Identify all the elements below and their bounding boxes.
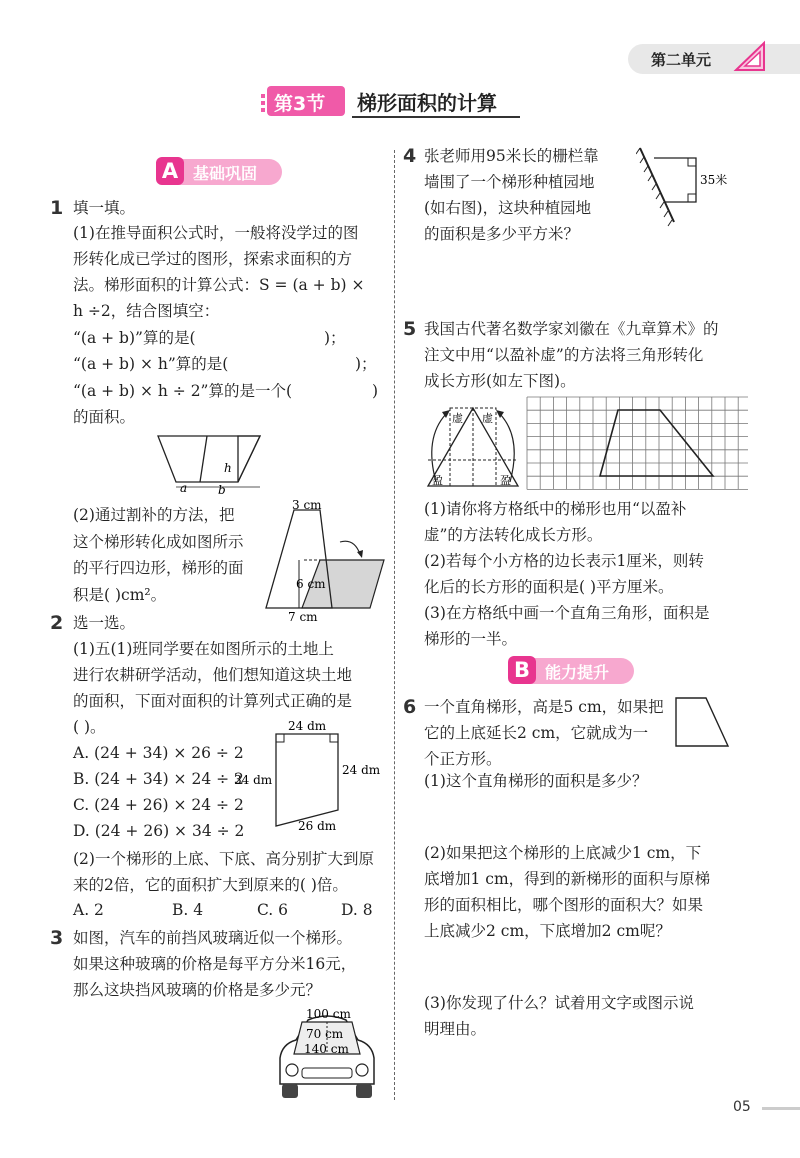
q5-fig-ying-left: 盈	[432, 474, 443, 487]
q4-number: 4	[403, 145, 417, 167]
q2-p1-line: ( )。	[73, 718, 106, 736]
q1-fig-h: h	[224, 461, 232, 475]
q2-number: 2	[50, 612, 64, 634]
section-badge-text: 第3节	[274, 93, 326, 115]
q1-trapezoid-figure	[150, 432, 270, 494]
q1-p1-line: h ÷2，结合图填空：	[73, 302, 220, 320]
q2-fig-bottom: 26 dm	[298, 819, 337, 833]
q6-number: 6	[403, 696, 417, 718]
q4-line: 张老师用95米长的栅栏靠	[424, 147, 599, 165]
column-divider	[394, 150, 395, 1100]
q2-p1-line: 进行农耕研学活动，他们想知道这块土地	[73, 666, 353, 684]
q4-line: 墙围了一个梯形种植园地	[424, 173, 595, 191]
q5-sub-line: (1)请你将方格纸中的梯形也用“以盈补	[424, 500, 687, 518]
q5-fig-xu-left: 虚	[452, 412, 463, 425]
q6-sub3-line: (3)你发现了什么？试着用文字或图示说	[424, 994, 694, 1012]
q2-option-a: A. (24 + 34) × 26 ÷ 2	[73, 744, 244, 762]
q5-fig-xu-right: 虚	[482, 412, 493, 425]
q2-choice: B. 4	[172, 901, 204, 919]
q1-number: 1	[50, 197, 64, 219]
q6-sub2-line: (2)如果把这个梯形的上底减少1 cm，下	[424, 844, 702, 862]
q6-sub2-line: 上底减少2 cm，下底增加2 cm呢？	[424, 922, 671, 940]
q2-p1-line: (1)五(1)班同学要在如图所示的土地上	[73, 640, 334, 658]
q6-sub1: (1)这个直角梯形的面积是多少？	[424, 772, 648, 790]
q1-blank3-post: )	[372, 382, 379, 400]
page-title: 梯形面积的计算	[357, 91, 497, 115]
q6-sub2-line: 形的面积相比，哪个图形的面积大？如果	[424, 896, 704, 914]
q6-right-trapezoid-figure	[672, 694, 734, 752]
q1-p1-line: (1)在推导面积公式时，一般将没学过的图	[73, 224, 359, 242]
q1-fig-b: b	[218, 483, 226, 494]
q5-line: 成长方形(如左下图)。	[424, 372, 576, 390]
q5-sub-line: 化后的长方形的面积是( )平方厘米。	[424, 578, 674, 596]
q1-blank3-pre: “(a + b) × h ÷ 2”算的是一个(	[73, 382, 293, 400]
q6-line: 一个直角梯形，高是5 cm，如果把	[424, 698, 664, 716]
q5-fig-ying-right: 盈	[500, 474, 511, 487]
part-a-title: 基础巩固	[193, 164, 258, 183]
q5-line: 注文中用“以盈补虚”的方法将三角形转化	[424, 346, 704, 364]
q1-blank3-end: 的面积。	[73, 408, 136, 426]
part-a-letter: A	[156, 157, 184, 185]
q4-garden-figure	[636, 144, 746, 228]
q1-title: 填一填。	[73, 199, 136, 217]
q2-choice: C. 6	[257, 901, 289, 919]
q1-fig2-top: 3 cm	[292, 500, 322, 512]
part-b-title: 能力提升	[545, 663, 610, 682]
q2-fig-right: 24 dm	[342, 763, 381, 777]
ruler-triangle-icon	[733, 40, 767, 74]
q2-fig-left: 34 dm	[234, 773, 273, 787]
q5-number: 5	[403, 318, 417, 340]
q1-fig-a: a	[180, 481, 188, 494]
q3-car-figure	[272, 1004, 382, 1104]
q2-fig-top: 24 dm	[288, 719, 327, 733]
q6-sub2-line: 底增加1 cm，得到的新梯形的面积与原梯	[424, 870, 711, 888]
q5-triangle-figure	[422, 398, 522, 490]
q4-fig-h: 35米	[700, 173, 728, 187]
q3-fig-top: 100 cm	[306, 1007, 351, 1021]
q2-option-d: D. (24 + 26) × 34 ÷ 2	[73, 822, 245, 840]
q2-title: 选一选。	[73, 614, 136, 632]
q5-grid-paper	[526, 396, 748, 492]
q6-sub3-line: 明理由。	[424, 1020, 487, 1038]
q1-blank1-pre: “(a + b)”算的是(	[73, 329, 196, 347]
q3-line: 如图，汽车的前挡风玻璃近似一个梯形。	[73, 929, 353, 947]
q3-line: 那么这块挡风玻璃的价格是多少元？	[73, 981, 322, 999]
q4-line: (如右图)，这块种植园地	[424, 199, 592, 217]
q4-line: 的面积是多少平方米？	[424, 225, 580, 243]
q1-blank2-pre: “(a + b) × h”算的是(	[73, 355, 229, 373]
q2-p2-line: 来的2倍，它的面积扩大到原来的( )倍。	[73, 876, 348, 894]
q1-blank1-post: )；	[324, 329, 346, 347]
q2-option-c: C. (24 + 26) × 24 ÷ 2	[73, 796, 244, 814]
q1-p2-line: 积是( )cm²。	[73, 586, 167, 604]
q1-parallelogram-figure	[262, 500, 390, 624]
footer-rule	[762, 1107, 800, 1110]
q1-p2-line: (2)通过割补的方法，把	[73, 506, 235, 524]
q1-fig2-bottom: 7 cm	[288, 610, 318, 624]
q3-fig-bottom: 140 cm	[304, 1042, 349, 1056]
title-underline	[352, 116, 520, 118]
q5-sub-line: 梯形的一半。	[424, 630, 518, 648]
q2-p2-line: (2)一个梯形的上底、下底、高分别扩大到原	[73, 850, 374, 868]
q6-line: 个正方形。	[424, 750, 502, 768]
q6-line: 它的上底延长2 cm，它就成为一	[424, 724, 649, 742]
q3-fig-h: 70 cm	[306, 1027, 344, 1041]
q2-choice: A. 2	[73, 901, 104, 919]
q1-p1-line: 法。梯形面积的计算公式：S = (a + b) ×	[73, 276, 365, 294]
q3-number: 3	[50, 927, 64, 949]
q5-line: 我国古代著名数学家刘徽在《九章算术》的	[424, 320, 719, 338]
q5-sub-line: (3)在方格纸中画一个直角三角形，面积是	[424, 604, 710, 622]
page-number: 05	[733, 1099, 751, 1115]
q1-p1-line: 形转化成已学过的图形，探索求面积的方	[73, 250, 353, 268]
q1-p2-line: 这个梯形转化成如图所示	[73, 533, 244, 551]
part-b-letter: B	[508, 656, 536, 684]
q5-sub-line: 虚”的方法转化成长方形。	[424, 526, 603, 544]
q5-sub-line: (2)若每个小方格的边长表示1厘米，则转	[424, 552, 704, 570]
q1-fig2-h: 6 cm	[296, 577, 326, 591]
unit-label: 第二单元	[651, 51, 712, 69]
q2-option-b: B. (24 + 34) × 24 ÷ 2	[73, 770, 244, 788]
q1-blank2-post: )；	[355, 355, 377, 373]
q1-p2-line: 的平行四边形，梯形的面	[73, 559, 244, 577]
q2-land-figure	[232, 716, 382, 842]
q2-choice: D. 8	[341, 901, 373, 919]
q2-p1-line: 的面积，下面对面积的计算列式正确的是	[73, 692, 353, 710]
q3-line: 如果这种玻璃的价格是每平方分米16元，	[73, 955, 357, 973]
